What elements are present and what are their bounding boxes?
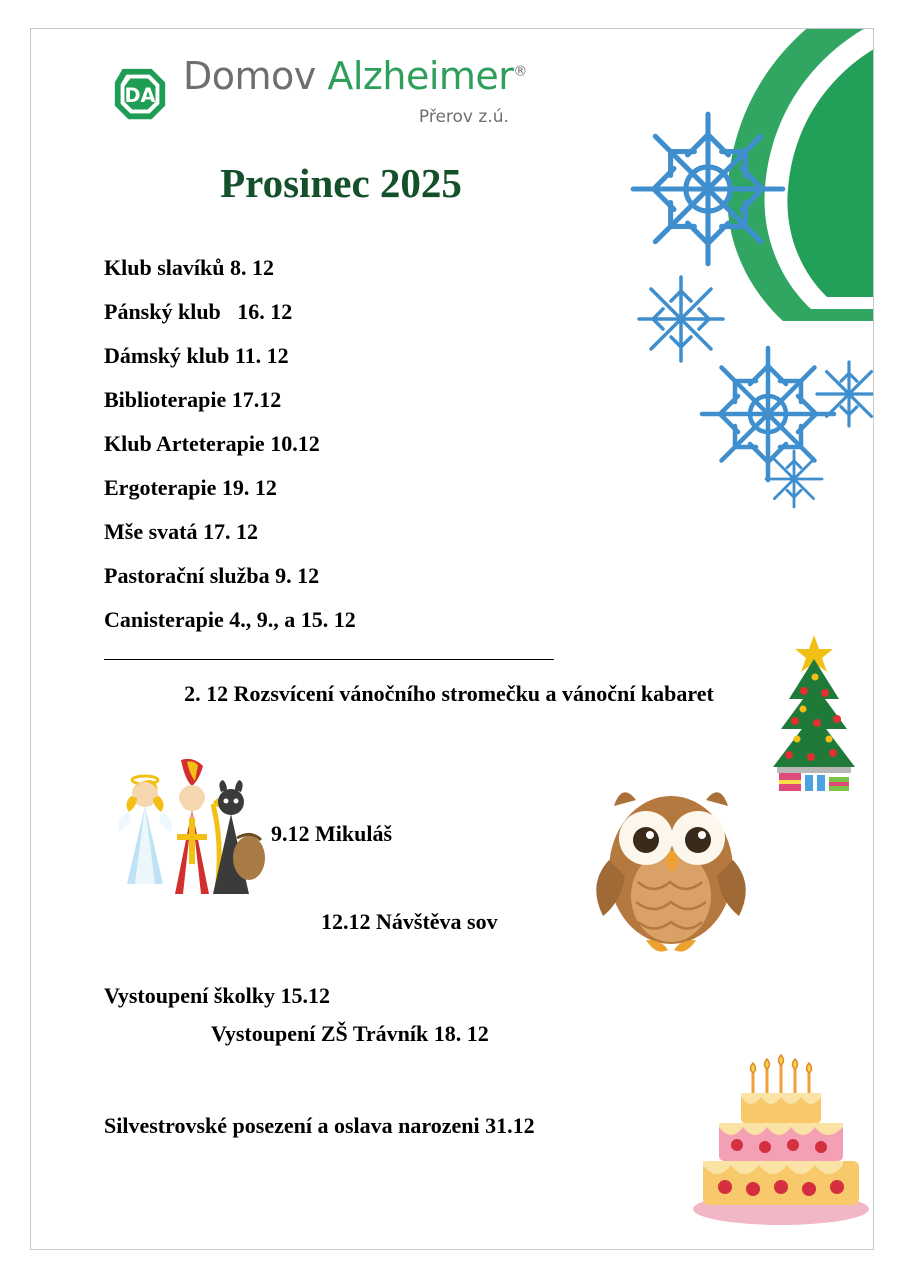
poster-sheet [30, 28, 874, 1250]
event-owls-visit: 12.12 Návštěva sov [321, 909, 498, 934]
club-list [104, 257, 664, 653]
event-school: Vystoupení ZŠ Trávník 18. 12 [211, 1021, 489, 1046]
list-item: Canisterapie 4., 9., a 15. 12 [104, 607, 356, 632]
event-kindergarten: Vystoupení školky 15.12 [104, 983, 330, 1008]
list-item: Ergoterapie 19. 12 [104, 475, 277, 500]
logo-mark-icon [109, 63, 171, 125]
logo-brand-second: Alzheimer [327, 54, 514, 98]
list-item: Klub Arteterapie 10.12 [104, 431, 320, 456]
list-item: Dámský klub 11. 12 [104, 343, 289, 368]
event-mikulas: 9.12 Mikuláš [271, 821, 393, 846]
event-tree-lighting: 2. 12 Rozsvícení vánočního stromečku a vánoční kabaret [184, 681, 714, 706]
logo [109, 54, 527, 127]
logo-registered-mark: ® [513, 63, 527, 80]
list-item: Mše svatá 17. 12 [104, 519, 258, 544]
logo-subtitle: Přerov z.ú. [418, 107, 509, 127]
list-item: Pánský klub 16. 12 [104, 299, 293, 324]
snowflake-icon [693, 339, 843, 489]
owl-icon [576, 764, 766, 964]
list-item: Pastorační služba 9. 12 [104, 563, 320, 588]
christmas-tree-icon [759, 629, 869, 799]
snowflake-icon [809, 354, 874, 434]
snowflake-icon [759, 444, 829, 514]
event-new-years-eve: Silvestrovské posezení a oslava narozeni 31.12 [104, 1113, 535, 1138]
logo-brand-first: Domov [183, 54, 316, 98]
logo-wordmark [183, 54, 527, 98]
section-divider [104, 659, 554, 660]
list-item: Klub slavíků 8. 12 [104, 255, 274, 280]
mikulas-group-icon [109, 754, 269, 899]
birthday-cake-icon [681, 1049, 874, 1229]
list-item: Biblioterapie 17.12 [104, 387, 282, 412]
svg-text:DA: DA [124, 83, 156, 107]
page-title: Prosinec 2025 [220, 160, 462, 206]
